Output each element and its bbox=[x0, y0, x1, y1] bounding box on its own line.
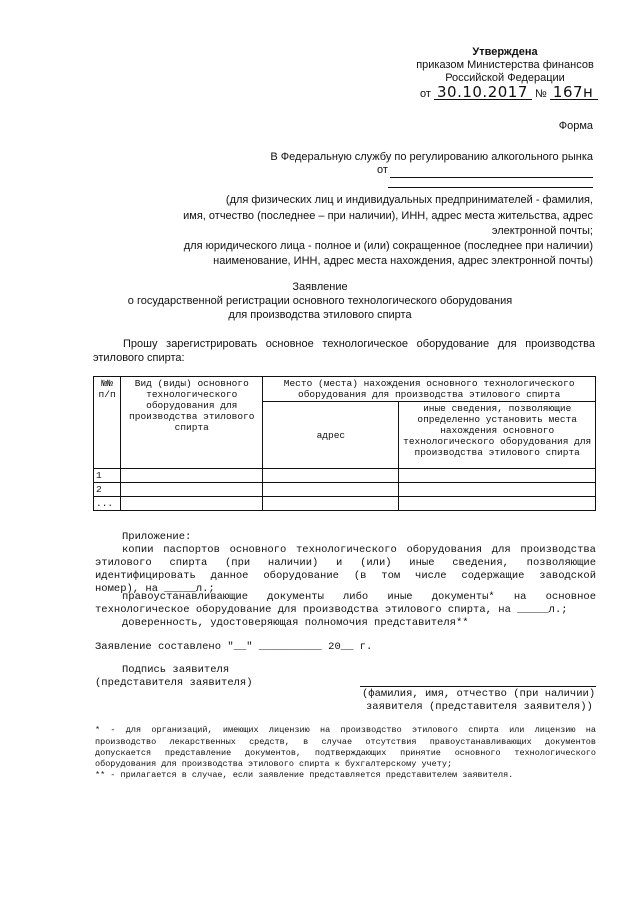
order-number: 167н bbox=[550, 86, 598, 100]
row-num: 1 bbox=[94, 469, 121, 483]
from-blank-line-1 bbox=[390, 177, 593, 178]
row-cell[interactable] bbox=[263, 469, 399, 483]
table-row bbox=[94, 469, 596, 483]
footnote-1-line-3: допускается представление документов, подтверждающих принятие основного технологического bbox=[95, 748, 596, 758]
title-line-2: о государственной регистрации основного технологического оборудования bbox=[127, 295, 513, 307]
footnote-1-line-4: оборудования для производства этилового спирта к бухгалтерскому учету; bbox=[95, 759, 453, 769]
request-line-2: этилового спирта: bbox=[93, 352, 185, 364]
row-cell[interactable] bbox=[121, 483, 263, 497]
addressee-hint-individual-1: (для физических лиц и индивидуальных предпринимателей - фамилия, bbox=[225, 194, 593, 206]
approval-line-2: приказом Министерства финансов bbox=[416, 59, 594, 71]
form-label: Форма bbox=[558, 120, 593, 132]
attachment-item2-line1: правоустанавливающие документы либо иные документы* на основное bbox=[122, 591, 596, 603]
header-num-text: №№ п/п bbox=[98, 378, 116, 400]
footnote-2: ** - прилагается в случае, если заявление представляется представителем заявителя. bbox=[95, 770, 514, 780]
approval-line-1: Утверждена bbox=[472, 46, 538, 58]
addressee-hint-legal-1: для юридического лица - полное и (или) сокращенное (последнее при наличии) bbox=[183, 240, 593, 252]
title-line-1: Заявление bbox=[292, 281, 348, 293]
row-cell[interactable] bbox=[399, 497, 596, 511]
attachment-item2-line2: технологическое оборудование для производства этилового спирта, на _____л.; bbox=[95, 604, 568, 616]
attachment-heading: Приложение: bbox=[122, 531, 192, 543]
footnote-1-line-1: * - для организаций, имеющих лицензию на производство этилового спирта или лицензию на bbox=[95, 725, 596, 735]
header-location: Место (места) нахождения основного технологического оборудования для производства этилового спирта bbox=[263, 377, 596, 402]
compiled-date-line: Заявление составлено "__" __________ 20__ г. bbox=[95, 641, 373, 653]
row-cell[interactable] bbox=[263, 483, 399, 497]
addressee-hint-individual-2: имя, отчество (последнее – при наличии), ИНН, адрес места жительства, адрес bbox=[183, 210, 593, 222]
row-cell[interactable] bbox=[121, 497, 263, 511]
row-num: 2 bbox=[94, 483, 121, 497]
signature-left-2: (представителя заявителя) bbox=[95, 677, 253, 689]
attachment-item1-line4: номер), на _____л.; bbox=[95, 583, 215, 595]
header-other: иные сведения, позволяющие определенно установить места нахождения основного технологического оборудования для производства этилового спирта bbox=[399, 402, 596, 469]
row-cell[interactable] bbox=[399, 469, 596, 483]
attachment-item1-line2: этилового спирта (при наличии) и (или) иные сведения, позволяющие bbox=[95, 557, 596, 569]
attachment-item1-line3: идентифицировать данное оборудование (в том числе содержащие заводской bbox=[95, 570, 596, 582]
addressee-from-label: от bbox=[377, 164, 388, 176]
row-num: ... bbox=[94, 497, 121, 511]
equipment-table bbox=[93, 376, 596, 511]
order-number-label: № bbox=[535, 88, 547, 100]
row-cell[interactable] bbox=[263, 497, 399, 511]
table-row bbox=[94, 483, 596, 497]
approval-line-3: Российской Федерации bbox=[445, 72, 565, 84]
addressee-hint-legal-2: наименование, ИНН, адрес места нахождения, адрес электронной почты) bbox=[213, 255, 593, 267]
table-row bbox=[94, 497, 596, 511]
addressee-from-row bbox=[377, 164, 388, 176]
footnote-1-line-2: производство лекарственных средств, в случае отсутствия правоустанавливающих документов bbox=[95, 737, 596, 747]
signature-left-1: Подпись заявителя bbox=[122, 664, 230, 676]
order-date: 30.10.2017 bbox=[434, 86, 532, 100]
attachment-item1-line1: копии паспортов основного технологического оборудования для производства bbox=[122, 544, 596, 556]
row-cell[interactable] bbox=[121, 469, 263, 483]
addressee-to: В Федеральную службу по регулированию алкогольного рынка bbox=[270, 151, 593, 163]
title-line-3: для производства этилового спирта bbox=[228, 309, 412, 321]
addressee-hint-individual-3: электронной почты; bbox=[491, 225, 593, 237]
attachment-item3: доверенность, удостоверяющая полномочия представителя** bbox=[122, 617, 469, 629]
signature-right-1: (фамилия, имя, отчество (при наличии) bbox=[362, 688, 596, 700]
signature-right-2: заявителя (представителя заявителя)) bbox=[366, 701, 593, 713]
order-prefix: от bbox=[420, 88, 431, 100]
header-type: Вид (виды) основного технологического оборудования для производства этилового спирта bbox=[121, 377, 263, 469]
signature-blank-line bbox=[360, 686, 596, 687]
from-blank-line-2 bbox=[388, 187, 593, 188]
approval-block bbox=[405, 46, 605, 85]
header-num bbox=[94, 377, 121, 469]
order-line bbox=[420, 83, 598, 101]
request-line-1: Прошу зарегистрировать основное технологическое оборудование для производства bbox=[123, 338, 595, 350]
header-address: адрес bbox=[263, 402, 399, 469]
row-cell[interactable] bbox=[399, 483, 596, 497]
